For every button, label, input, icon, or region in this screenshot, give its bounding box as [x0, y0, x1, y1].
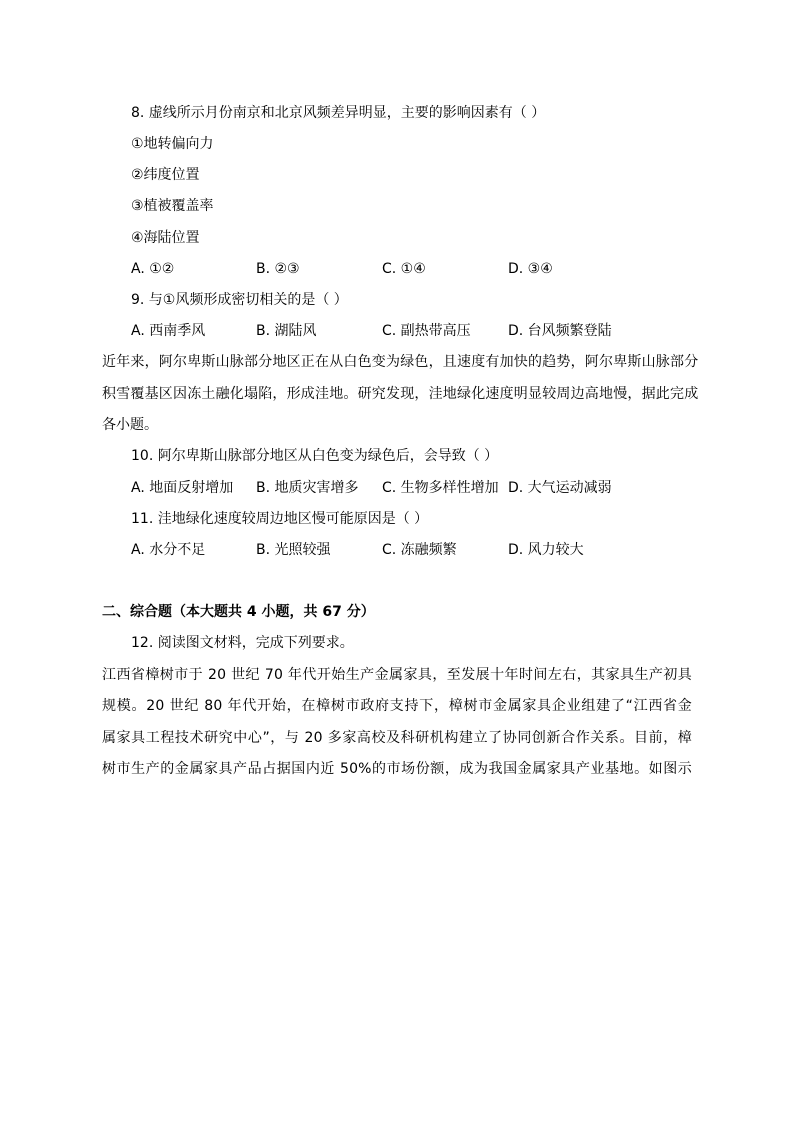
q10-option-d: D. 大气运动减弱: [508, 480, 612, 496]
q11-option-b: B. 光照较强: [256, 542, 331, 558]
q12-passage-line-1: 江西省樟树市于 20 世纪 70 年代开始生产金属家具，至发展十年时间左右，其家具生产初具: [102, 667, 692, 683]
q11-option-a: A. 水分不足: [131, 542, 206, 558]
q12-passage-line-4: 树市生产的金属家具产品占据国内近 50%的市场份额，成为我国金属家具产业基地。如图示: [102, 761, 692, 777]
q9-stem: 9. 与①风频形成密切相关的是（ ）: [131, 292, 348, 308]
q9-option-c: C. 副热带高压: [382, 323, 471, 339]
q8-stem: 8. 虚线所示月份南京和北京风频差异明显，主要的影响因素有（ ）: [131, 105, 546, 121]
q12-passage-line-2: 规模。20 世纪 80 年代开始，在樟树市政府支持下，樟树市金属家具企业组建了“江西省金: [102, 698, 692, 714]
q11-option-d: D. 风力较大: [508, 542, 584, 558]
q11-option-c: C. 冻融频繁: [382, 542, 457, 558]
passage1-line-2: 积雪覆基区因冻土融化塌陷，形成洼地。研究发现，洼地绿化速度明显较周边高地慢，据此完成: [102, 386, 699, 402]
q8-item-2: ②纬度位置: [131, 167, 200, 183]
q8-item-3: ③植被覆盖率: [131, 198, 214, 214]
q8-option-c: C. ①④: [382, 261, 426, 277]
q8-option-d: D. ③④: [508, 261, 553, 277]
q10-option-a: A. 地面反射增加: [131, 480, 234, 496]
passage1-line-3: 各小题。: [102, 417, 158, 433]
q12-passage-line-3: 属家具工程技术研究中心”，与 20 多家高校及科研机构建立了协同创新合作关系。目前，樟: [102, 730, 692, 746]
passage1-line-1: 近年来，阿尔卑斯山脉部分地区正在从白色变为绿色，且速度有加快的趋势，阿尔卑斯山脉部分: [102, 354, 699, 370]
q11-stem: 11. 洼地绿化速度较周边地区慢可能原因是（ ）: [131, 511, 429, 527]
q9-option-a: A. 西南季风: [131, 323, 206, 339]
q8-option-a: A. ①②: [131, 261, 175, 277]
section2-heading: 二、综合题（本大题共 4 小题，共 67 分）: [102, 604, 375, 620]
q9-option-d: D. 台风频繁登陆: [508, 323, 612, 339]
q12-stem: 12. 阅读图文材料，完成下列要求。: [131, 635, 354, 651]
q8-item-4: ④海陆位置: [131, 230, 200, 246]
q8-option-b: B. ②③: [256, 261, 300, 277]
q10-option-c: C. 生物多样性增加: [382, 480, 499, 496]
q8-item-1: ①地转偏向力: [131, 136, 214, 152]
q10-stem: 10. 阿尔卑斯山脉部分地区从白色变为绿色后，会导致（ ）: [131, 448, 499, 464]
q10-option-b: B. 地质灾害增多: [256, 480, 359, 496]
q9-option-b: B. 湖陆风: [256, 323, 317, 339]
